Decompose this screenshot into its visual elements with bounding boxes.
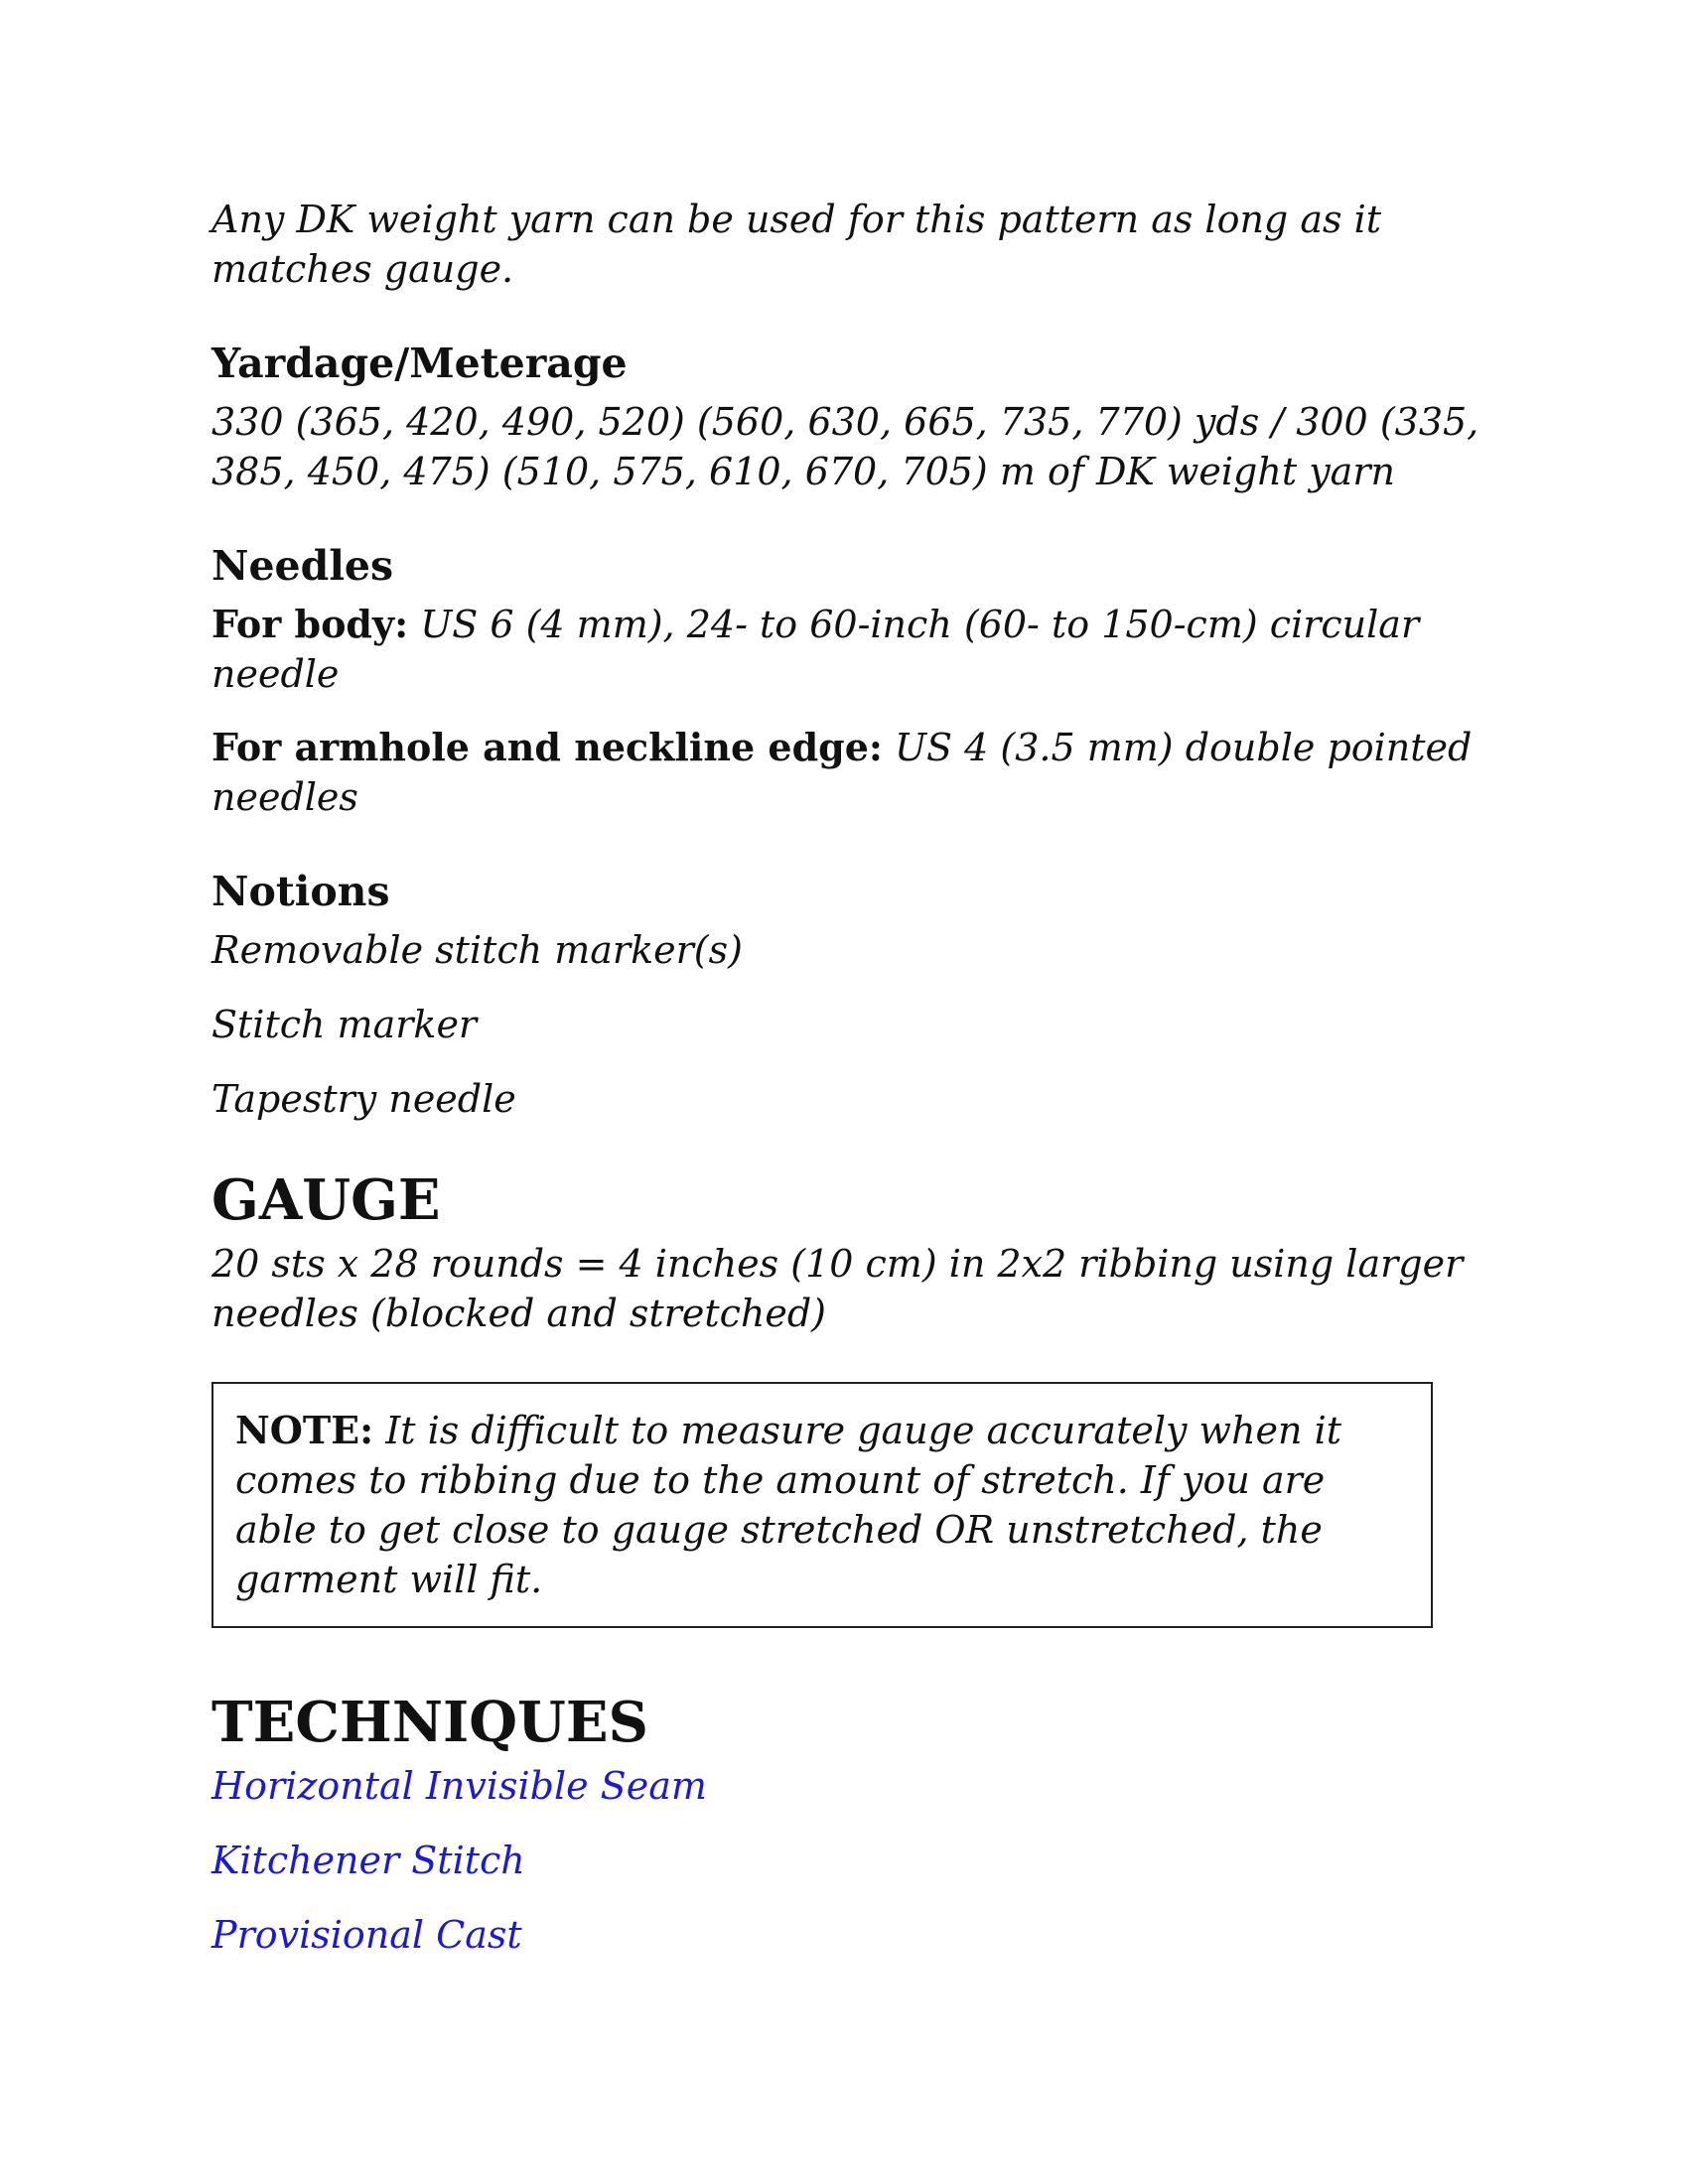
gauge-text: 20 sts x 28 rounds = 4 inches (10 cm) in 2x2 ribbing using larger needles (blocked and stretched) bbox=[211, 1242, 1464, 1335]
notion-item: Tapestry needle bbox=[211, 1077, 516, 1121]
needles-body-value: US 6 (4 mm), 24- to 60-inch (60- to 150-cm) circular needle bbox=[211, 603, 1420, 696]
techniques-section bbox=[211, 1690, 1482, 1960]
yardage-heading: Yardage/Meterage bbox=[211, 340, 628, 387]
gauge-heading: GAUGE bbox=[211, 1167, 441, 1233]
gauge-note bbox=[235, 1406, 1409, 1604]
technique-link-provisional-cast[interactable]: Provisional Cast bbox=[211, 1913, 522, 1957]
needles-edge-value: US 4 (3.5 mm) double pointed needles bbox=[211, 726, 1473, 819]
needles-heading: Needles bbox=[211, 542, 394, 590]
needles-body-label: For body: bbox=[211, 602, 409, 646]
needles-body-line bbox=[211, 600, 1482, 699]
gauge-section bbox=[211, 1167, 1482, 1628]
notions-heading: Notions bbox=[211, 868, 390, 915]
notions-section bbox=[211, 866, 1482, 1124]
notion-item: Stitch marker bbox=[211, 1003, 478, 1046]
technique-link-horizontal-invisible-seam[interactable]: Horizontal Invisible Seam bbox=[211, 1764, 707, 1808]
gauge-note-text: It is difficult to measure gauge accurately when it comes to ribbing due to the amount of stretch. If you are able to get close to gauge stretched OR unstretched, the garment will fit. bbox=[235, 1409, 1342, 1601]
technique-link-kitchener-stitch[interactable]: Kitchener Stitch bbox=[211, 1839, 525, 1882]
yardage-text: 330 (365, 420, 490, 520) (560, 630, 665, 735, 770) yds / 300 (335, 385, 450, 475) (510, 575, 610, 670, 705) m of DK weight yarn bbox=[211, 400, 1479, 493]
needles-section bbox=[211, 540, 1482, 822]
notion-item: Removable stitch marker(s) bbox=[211, 928, 743, 972]
intro-text: Any DK weight yarn can be used for this pattern as long as it matches gauge. bbox=[211, 198, 1381, 291]
gauge-note-box bbox=[211, 1382, 1433, 1628]
pattern-page bbox=[211, 195, 1482, 1984]
needles-edge-line bbox=[211, 723, 1482, 822]
techniques-heading: TECHNIQUES bbox=[211, 1690, 648, 1755]
yardage-section bbox=[211, 338, 1482, 496]
gauge-note-label: NOTE: bbox=[235, 1408, 374, 1452]
needles-edge-label: For armhole and neckline edge: bbox=[211, 725, 883, 769]
